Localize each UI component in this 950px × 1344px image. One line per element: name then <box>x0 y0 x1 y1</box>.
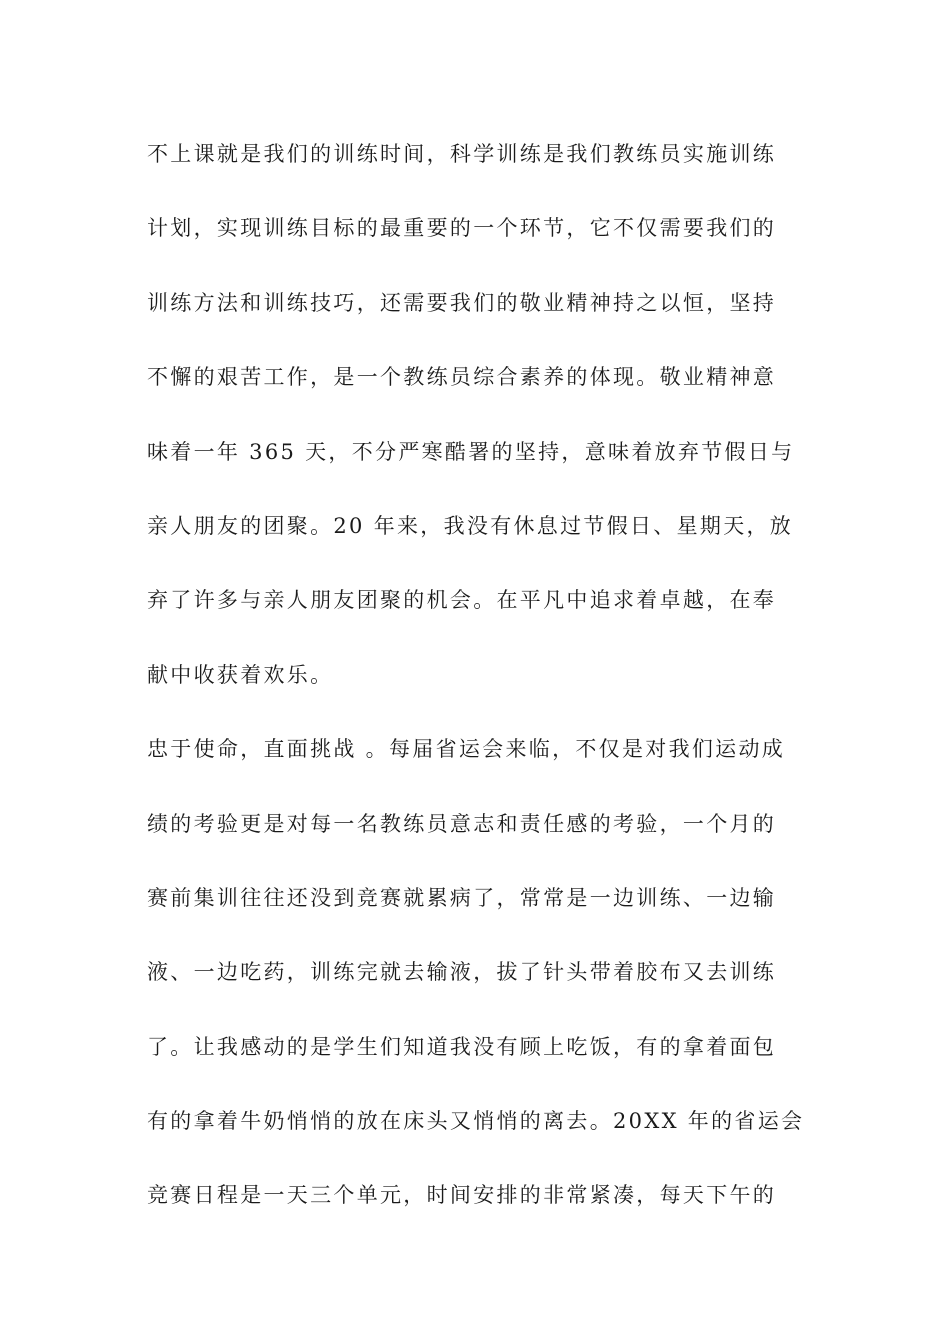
text-line: 绩的考验更是对每一名教练员意志和责任感的考验，一个月的 <box>147 811 777 836</box>
text-line: 赛前集训往往还没到竞赛就累病了，常常是一边训练、一边输 <box>147 885 777 910</box>
text-line: 弃了许多与亲人朋友团聚的机会。在平凡中追求着卓越，在奉 <box>147 588 777 613</box>
text-line: 忠于使命，直面挑战 。每届省运会来临，不仅是对我们运动成 <box>147 737 786 762</box>
text-line: 竞赛日程是一天三个单元，时间安排的非常紧凑，每天下午的 <box>147 1183 777 1208</box>
text-line: 了。让我感动的是学生们知道我没有顾上吃饭，有的拿着面包 <box>147 1034 777 1059</box>
text-line: 不懈的艰苦工作，是一个教练员综合素养的体现。敬业精神意 <box>147 365 777 390</box>
text-line: 不上课就是我们的训练时间，科学训练是我们教练员实施训练 <box>147 142 777 166</box>
text-line: 有的拿着牛奶悄悄的放在床头又悄悄的离去。20XX 年的省运会 <box>147 1109 805 1134</box>
text-line: 训练方法和训练技巧，还需要我们的敬业精神持之以恒，坚持 <box>147 290 777 315</box>
text-line: 液、一边吃药，训练完就去输液，拔了针头带着胶布又去训练 <box>147 960 777 985</box>
text-line: 献中收获着欢乐。 <box>147 662 334 687</box>
text-line: 亲人朋友的团聚。20 年来，我没有休息过节假日、星期天，放 <box>147 513 794 538</box>
body-text <box>147 134 812 1250</box>
text-line: 计划，实现训练目标的最重要的一个环节，它不仅需要我们的 <box>147 216 777 241</box>
text-line: 味着一年 365 天，不分严寒酷署的坚持，意味着放弃节假日与 <box>147 439 795 464</box>
